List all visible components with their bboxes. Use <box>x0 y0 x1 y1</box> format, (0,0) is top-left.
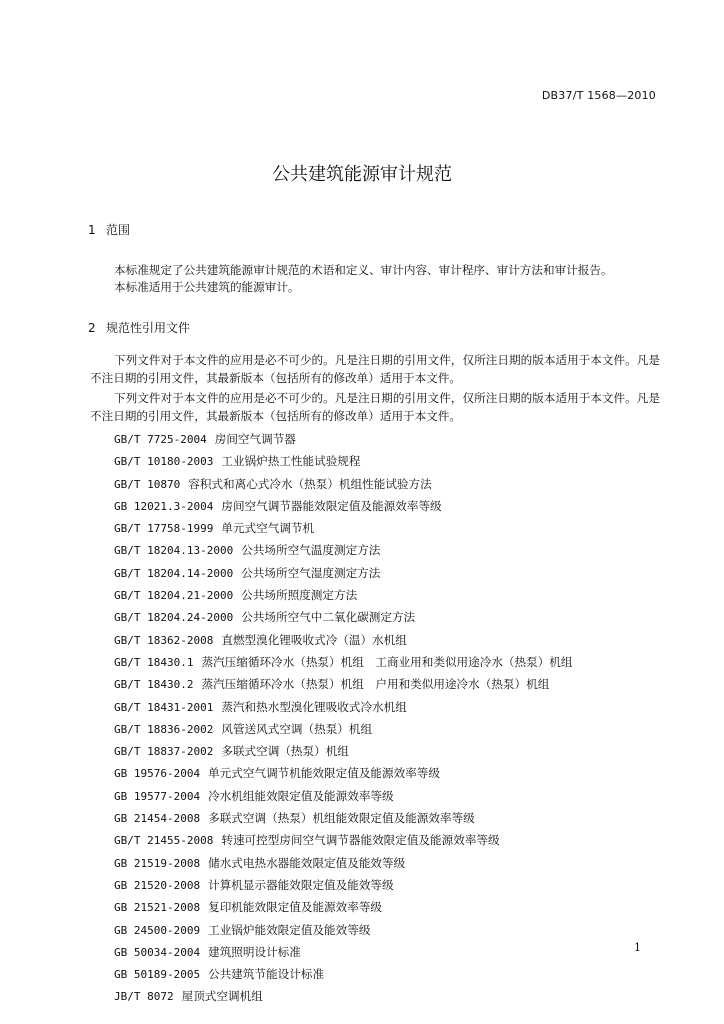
reference-title: 风管送风式空调（热泵）机组 <box>221 721 373 736</box>
reference-code: GB/T 18204.14-2000 <box>114 566 234 580</box>
reference-title: 单元式空气调节机 <box>221 521 315 536</box>
page-number: 1 <box>634 941 641 954</box>
reference-title: 计算机显示器能效限定值及能效等级 <box>208 877 394 892</box>
reference-title: 蒸汽压缩循环冷水（热泵）机组 户用和类似用途冷水（热泵）机组 <box>201 677 550 692</box>
reference-item <box>114 722 573 744</box>
reference-item <box>114 432 573 454</box>
reference-item <box>114 700 573 722</box>
scope-line-2: 本标准适用于公共建筑的能源审计。 <box>114 280 300 294</box>
reference-title: 蒸汽压缩循环冷水（热泵）机组 工商业用和类似用途冷水（热泵）机组 <box>201 654 573 669</box>
reference-code: GB 21519-2008 <box>114 856 201 870</box>
reference-title: 房间空气调节器 <box>214 432 296 446</box>
reference-code: GB 19577-2004 <box>114 789 201 803</box>
reference-item <box>114 588 573 610</box>
reference-title: 容积式和离心式冷水（热泵）机组性能试验方法 <box>188 476 432 491</box>
reference-title: 复印机能效限定值及能源效率等级 <box>208 900 383 915</box>
reference-code: GB/T 18837-2002 <box>114 745 214 759</box>
section-2-title: 规范性引用文件 <box>106 321 191 335</box>
reference-item <box>114 945 573 967</box>
reference-code: GB 24500-2009 <box>114 923 201 937</box>
reference-code: GB/T 18204.24-2000 <box>114 611 234 625</box>
reference-title: 公共场所空气湿度测定方法 <box>241 565 381 580</box>
reference-code: GB/T 18362-2008 <box>114 633 214 647</box>
reference-code: GB/T 18431-2001 <box>114 700 214 714</box>
reference-title: 转速可控型房间空气调节器能效限定值及能源效率等级 <box>221 833 500 848</box>
reference-title: 房间空气调节器能效限定值及能源效率等级 <box>221 498 442 513</box>
reference-code: GB/T 10180-2003 <box>114 455 214 469</box>
reference-title: 公共场所照度测定方法 <box>241 588 358 603</box>
reference-code: GB 21520-2008 <box>114 878 201 892</box>
reference-item <box>114 543 573 565</box>
reference-item <box>114 789 573 811</box>
reference-item <box>114 566 573 588</box>
reference-item <box>114 744 573 766</box>
standard-code: DB37/T 1568—2010 <box>541 89 656 102</box>
reference-title: 多联式空调（热泵）机组能效限定值及能源效率等级 <box>208 811 475 826</box>
reference-item <box>114 610 573 632</box>
reference-item <box>114 811 573 833</box>
reference-item <box>114 655 573 677</box>
reference-title: 储水式电热水器能效限定值及能效等级 <box>208 855 406 870</box>
reference-code: GB 21454-2008 <box>114 812 201 826</box>
section-2-number: 2 <box>88 321 96 335</box>
document-title: 公共建筑能源审计规范 <box>272 164 452 185</box>
reference-item <box>114 633 573 655</box>
reference-code: GB 50034-2004 <box>114 945 201 959</box>
reference-title: 建筑照明设计标准 <box>208 944 301 959</box>
reference-item <box>114 833 573 855</box>
reference-code: GB 12021.3-2004 <box>114 499 214 513</box>
reference-item <box>114 477 573 499</box>
reference-code: GB/T 18204.21-2000 <box>114 589 234 603</box>
references-paragraph-1: 下列文件对于本文件的应用是必不可少的。凡是注日期的引用文件，仅所注日期的版本适用于本文件。凡是不注日期的引用文件，其最新版本（包括所有的修改单）适用于本文件。 <box>90 353 660 385</box>
reference-code: GB/T 18204.13-2000 <box>114 544 234 558</box>
reference-code: GB/T 21455-2008 <box>114 834 214 848</box>
reference-item <box>114 878 573 900</box>
reference-title: 工业锅炉能效限定值及能效等级 <box>208 922 371 937</box>
reference-title: 冷水机组能效限定值及能源效率等级 <box>208 788 394 803</box>
reference-code: JB/T 8072 <box>114 990 174 1004</box>
reference-code: GB/T 7725-2004 <box>114 433 207 446</box>
reference-code: GB/T 10870 <box>114 477 181 491</box>
reference-code: GB 19576-2004 <box>114 767 201 781</box>
reference-code: GB/T 17758-1999 <box>114 522 214 536</box>
reference-code: GB/T 18836-2002 <box>114 722 214 736</box>
reference-title: 屋顶式空调机组 <box>181 989 263 1004</box>
reference-title: 蒸汽和热水型溴化锂吸收式冷水机组 <box>221 699 407 714</box>
reference-item <box>114 989 573 1011</box>
reference-item <box>114 766 573 788</box>
reference-title: 直燃型溴化锂吸收式冷（温）水机组 <box>221 632 407 647</box>
reference-title: 公共场所空气中二氧化碳测定方法 <box>241 610 416 625</box>
references-paragraph-2: 下列文件对于本文件的应用是必不可少的。凡是注日期的引用文件，仅所注日期的版本适用于本文件。凡是不注日期的引用文件，其最新版本（包括所有的修改单）适用于本文件。 <box>90 391 660 423</box>
reference-item <box>114 677 573 699</box>
reference-title: 单元式空气调节机能效限定值及能源效率等级 <box>208 766 440 781</box>
reference-code: GB/T 18430.1 <box>114 655 194 669</box>
reference-item <box>114 454 573 476</box>
reference-item <box>114 521 573 543</box>
reference-item <box>114 856 573 878</box>
reference-title: 公共场所空气温度测定方法 <box>241 543 381 558</box>
reference-list <box>114 432 573 1012</box>
reference-item <box>114 923 573 945</box>
section-1-heading <box>88 221 130 238</box>
reference-title: 公共建筑节能设计标准 <box>208 967 325 982</box>
reference-item <box>114 900 573 922</box>
scope-line-1: 本标准规定了公共建筑能源审计规范的术语和定义、审计内容、审计程序、审计方法和审计报告。 <box>114 263 613 277</box>
section-2-heading <box>88 319 190 336</box>
reference-title: 工业锅炉热工性能试验规程 <box>221 454 361 469</box>
reference-code: GB 50189-2005 <box>114 968 201 982</box>
reference-title: 多联式空调（热泵）机组 <box>221 744 349 759</box>
reference-item <box>114 967 573 989</box>
reference-code: GB 21521-2008 <box>114 901 201 915</box>
section-1-number: 1 <box>88 223 96 237</box>
reference-item <box>114 499 573 521</box>
reference-code: GB/T 18430.2 <box>114 678 194 692</box>
section-1-title: 范围 <box>106 223 131 237</box>
